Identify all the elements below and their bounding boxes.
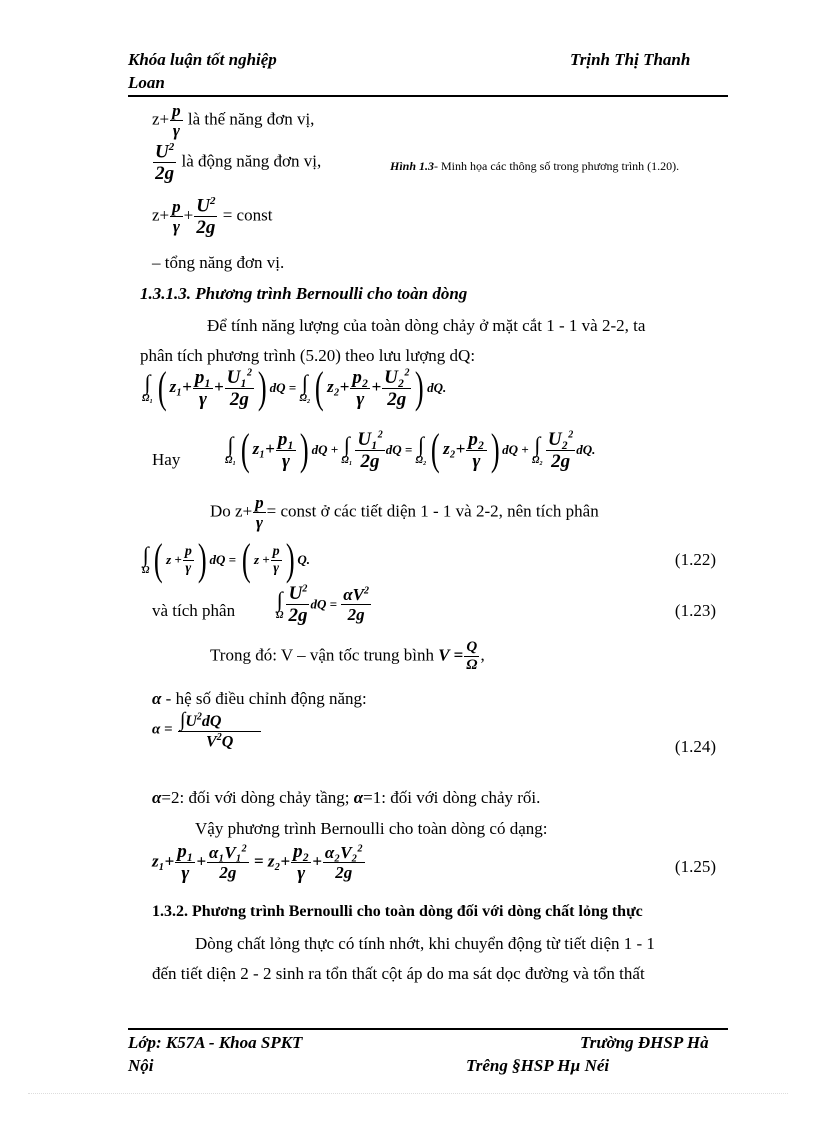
header-author: Trịnh Thị Thanh <box>570 50 691 69</box>
equation-number-1-24: (1.24) <box>674 737 716 756</box>
paragraph-do: Do z+ $\frac{p}{\gamma}$ = const ở các tiết diện 1 - 1 và 2-2, nên tích phân <box>210 493 599 532</box>
header-left-title: Khóa luận tốt nghiệp <box>128 50 277 69</box>
paragraph-2-line-2: đến tiết diện 2 - 2 sinh ra tổn thất cột áp do ma sát dọc đường và tổn thất <box>152 964 645 983</box>
paragraph-1-line-1: Để tính năng lượng của toàn dòng chảy ở mặt cắt 1 - 1 và 2-2, ta <box>207 316 646 335</box>
equation-1-25: z₁+ $\frac{\text{p₁}}{\gamma}$ + $\frac{\alpha_1V_1^2}{2g}$ = z₂+ $\frac{\text{p₂}}{\gamma}$ + $\frac{\alpha_2V_2^2}{2g}$ <box>152 841 363 884</box>
hay-label: Hay <box>152 450 181 469</box>
paragraph-2-line-1: Dòng chất lỏng thực có tính nhớt, khi chuyển động từ tiết diện 1 - 1 <box>195 934 655 953</box>
line-potential-energy: z+ $\frac{p}{\gamma}$ là thế năng đơn vị, <box>152 101 315 140</box>
equation-number-1-25: (1.25) <box>674 857 716 876</box>
line-total-energy: – tổng năng đơn vị. <box>152 253 285 272</box>
equation-integral-split: ∫ Ω₁ ( z₁+ $\frac{\text{p₁}}{\gamma}$ ) dQ + ∫ Ω₁ $\frac{U_1^2}{2g}$ dQ = ∫ Ω₂ ( z₂+ $\frac{\text{p₂}}{\gamma}$ ) dQ + ∫ Ω₂ $\frac{U_2^2}{2g}$ dQ. <box>225 425 596 474</box>
footer-class: Lớp: K57A - Khoa SPKT <box>128 1033 303 1052</box>
footer-school-garbled: Trêng §HSP Hµ Néi <box>466 1056 610 1075</box>
figure-caption: Hình 1.3- Minh họa các thông số trong phương trình (1.20). <box>390 159 680 173</box>
paragraph-vay: Vậy phương trình Bernoulli cho toàn dòng có dạng: <box>195 819 548 838</box>
equation-integral-full: ∫ Ω₁ ( z₁+ $\frac{\text{p₁}}{\gamma}$ + $\frac{U_1^2}{2g}$ ) dQ = ∫ Ω₂ ( z₂+ $\frac{\text{p₂}}{\gamma}$ + $\frac{U_2^2}{2g}$ ) dQ. <box>142 363 447 412</box>
footer-rule <box>128 1028 728 1030</box>
header-left-continued: Loan <box>128 73 165 92</box>
equation-number-1-23: (1.23) <box>674 601 716 620</box>
equation-number-1-22: (1.22) <box>674 550 716 569</box>
footer-class-continued: Nội <box>128 1056 154 1075</box>
bottom-dotted-border <box>28 1093 788 1094</box>
paragraph-1-line-2: phân tích phương trình (5.20) theo lưu lượng dQ: <box>140 346 476 365</box>
footer-school: Trường ĐHSP Hà <box>580 1033 709 1052</box>
alpha-values: α=2: đối với dòng chảy tầng; α=1: đối với dòng chảy rối. <box>152 788 541 807</box>
equation-1-23: ∫ Ω $\frac{U^2}{2g}$ dQ = $\frac{\alpha V^2}{2g}$ <box>276 583 370 626</box>
alpha-description: α - hệ số điều chỉnh động năng: <box>152 689 367 708</box>
section-heading-132: 1.3.2. Phương trình Bernoulli cho toàn dòng đối với dòng chất lỏng thực <box>152 903 643 920</box>
equation-1-24: α = $\frac{\int U^2dQ}{V^2Q}$ <box>152 710 262 750</box>
line-total-const: z+ $\frac{p}{\gamma}$ + $\frac{U^2}{2g}$ = const <box>152 195 273 239</box>
paragraph-trong-do: Trong đó: V – vận tốc trung bình V = $\frac{Q}{\Omega}$ , <box>210 639 485 673</box>
header-rule <box>128 95 728 97</box>
va-tich-phan-label: và tích phân <box>152 601 236 620</box>
section-heading-1313: 1.3.1.3. Phương trình Bernoulli cho toàn dòng <box>140 284 468 303</box>
line-kinetic-energy: $\frac{U^2}{2g}$ là động năng đơn vị, <box>155 141 322 185</box>
equation-1-22: ∫ Ω ( z + $\frac{p}{\gamma}$ ) dQ = ( z + $\frac{p}{\gamma}$ ) Q. <box>142 535 310 584</box>
